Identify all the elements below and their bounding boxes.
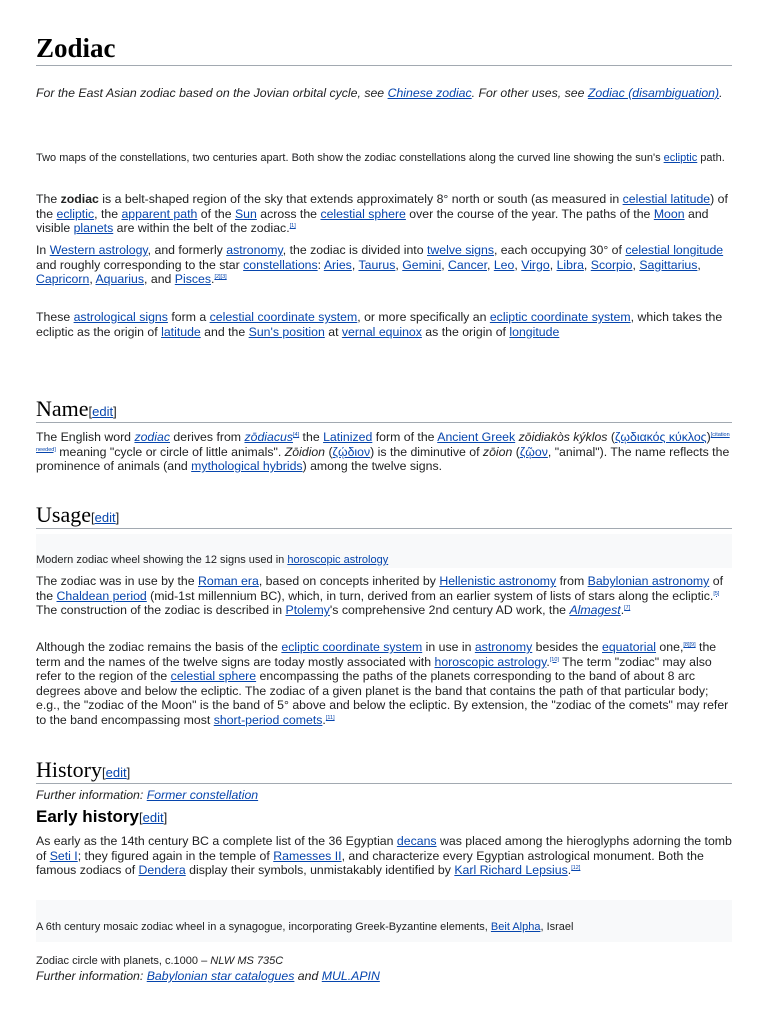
text: ) [706, 430, 711, 444]
caption-text: , Israel [540, 921, 574, 933]
text: In [36, 243, 50, 257]
usage-paragraph-1 [36, 574, 732, 618]
text: form a [167, 310, 210, 324]
text: ; they figured again in the temple of [77, 848, 274, 863]
image-caption-beit-alpha [36, 918, 732, 936]
link-apparent-path[interactable]: apparent path [121, 206, 198, 221]
name-paragraph [36, 430, 732, 474]
link-karl-richard-lepsius[interactable]: Karl Richard Lepsius [454, 863, 568, 878]
heading-text: Early history [36, 807, 139, 826]
text: The zodiac was in use by the [36, 574, 198, 588]
link-astronomy[interactable]: astronomy [474, 640, 533, 654]
hatnote [36, 86, 732, 101]
link-sign-taurus[interactable]: Taurus [358, 257, 396, 272]
link-former-constellation[interactable]: Former constellation [146, 788, 259, 802]
title-divider [36, 65, 732, 66]
text: (mid-1st millennium BC), which, in turn, derived from an earlier system of lists of stars along the ecliptic. [146, 588, 714, 603]
edit-link-history[interactable]: edit [105, 765, 127, 780]
text: encompassing the paths of the planets corresponding to the band of about 8 arc degrees above and below the ecliptic. The zodiac of a given planet is the band that contains the path of that particular body; e.g., the "zodiac of the Moon" is the band of 5° above and below the ecliptic. By extension, the "zodiac of the comets" may refer to the band encompassing most [36, 669, 729, 727]
hatnote-text: . [719, 86, 723, 100]
text: and [147, 272, 175, 287]
link-hellenistic-astronomy[interactable]: Hellenistic astronomy [439, 574, 557, 588]
link-ecliptic-coordinate-system[interactable]: ecliptic coordinate system [281, 640, 423, 654]
reference-link[interactable]: [4] [293, 431, 300, 438]
intro-paragraph-2: In Western astrology, and formerly astronomy, the zodiac is divided into twelve signs, each occupying 30° of celestial longitude and roughly corresponding to the star constellations: Aries, Taurus, Gemini, Cancer, Leo, Virgo, Libra, Scorpio, Sagittarius, Capricorn, Aquarius, and Pisces.[2][3] [36, 243, 724, 287]
text: , the zodiac is divided into [282, 243, 427, 257]
text: besides the [532, 640, 602, 654]
text: was placed among the hieroglyphs adorning the tomb of [36, 834, 732, 863]
text: . [546, 654, 550, 669]
text: As early as the 14th century BC a complete list of the 36 Egyptian [36, 834, 397, 848]
text: display their symbols, unmistakably identified by [185, 863, 455, 878]
text: form of the [372, 430, 438, 444]
page-title-block [36, 33, 732, 63]
section-heading-name [36, 396, 732, 425]
link-equatorial[interactable]: equatorial [602, 640, 657, 654]
link-ancient-greek[interactable]: Ancient Greek [437, 430, 516, 444]
text: : [317, 257, 324, 272]
heading-text: Usage [36, 502, 91, 527]
text: Although the zodiac remains the basis of the [36, 640, 282, 654]
link-zodiac[interactable]: zodiac [134, 430, 170, 444]
usage-paragraph-2 [36, 640, 732, 728]
text: . [567, 863, 572, 878]
text: . [322, 712, 326, 727]
link-sun[interactable]: Sun [234, 206, 257, 221]
caption-text: Modern zodiac wheel showing the 12 signs used in [36, 554, 288, 566]
image-caption-zodiac-circle [36, 952, 732, 970]
text: , the [94, 206, 122, 221]
text: one, [656, 640, 684, 654]
link-ramesses-ii[interactable]: Ramesses II [273, 848, 342, 863]
text: ( [607, 430, 615, 444]
link-greek-zoidion[interactable]: ζῴδιον [332, 444, 371, 459]
link-moon[interactable]: Moon [653, 206, 685, 221]
link-greek-zodiakos-kyklos[interactable]: ζῳδιακός κύκλος [614, 430, 707, 444]
reference-link[interactable]: [10] [549, 656, 559, 663]
link-planets[interactable]: planets [73, 221, 114, 236]
text: from [556, 574, 588, 588]
link-sign-libra[interactable]: Libra [556, 257, 584, 272]
text: , and characterize every Egyptian astrological monument. Both the famous zodiacs of [36, 848, 704, 878]
reference-link[interactable]: [8][9] [683, 641, 696, 648]
hatnote-text: . For other uses, see [471, 86, 588, 100]
text: These [36, 310, 74, 324]
caption-link-ecliptic[interactable]: ecliptic [663, 152, 698, 164]
text: and visible [36, 206, 709, 236]
link-sign-virgo[interactable]: Virgo [521, 257, 550, 272]
text: The [36, 192, 61, 206]
text: in use in [422, 640, 475, 654]
link-sign-aquarius[interactable]: Aquarius [95, 272, 145, 287]
text: , and formerly [147, 243, 227, 257]
link-astrological-signs[interactable]: astrological signs [73, 310, 168, 324]
text: , "animal"). The name reflects the prominence of animals (and [36, 444, 730, 474]
heading-text: Name [36, 396, 89, 421]
link-sign-sagittarius[interactable]: Sagittarius [639, 257, 698, 272]
text: , or more specifically an [357, 310, 490, 324]
link-sign-leo[interactable]: Leo [493, 257, 515, 272]
link-latitude[interactable]: latitude [161, 324, 201, 339]
link-roman-era[interactable]: Roman era [198, 574, 259, 588]
link-astronomy[interactable]: astronomy [226, 243, 283, 257]
text: The term "zodiac" may also refer to the region of the [36, 654, 712, 684]
intro-paragraph-1 [36, 192, 732, 236]
text: , each occupying 30° of [493, 243, 626, 257]
link-celestial-sphere[interactable]: celestial sphere [170, 669, 257, 684]
text: and the [200, 324, 249, 339]
text: . [620, 603, 625, 618]
link-zodiacus[interactable]: zōdiacus [244, 430, 294, 444]
link-twelve-signs[interactable]: twelve signs [426, 243, 494, 257]
image-caption-modern-wheel [36, 551, 732, 569]
edit-section: [edit] [102, 765, 131, 780]
text: across the [256, 206, 321, 221]
further-information-history [36, 788, 732, 803]
text: of the [36, 574, 724, 603]
caption-text: path. [697, 152, 725, 164]
link-ptolemy[interactable]: Ptolemy [285, 603, 330, 618]
reference-link[interactable]: [7] [624, 605, 631, 612]
link-horoscopic-astrology[interactable]: horoscopic astrology [434, 654, 547, 669]
reference-link[interactable]: [5] [713, 590, 720, 597]
reference-link[interactable]: [12] [571, 865, 581, 872]
hatnote-link-chinese-zodiac[interactable]: Chinese zodiac [387, 86, 472, 100]
text: ( [325, 444, 333, 459]
edit-section: [edit] [139, 810, 168, 825]
text: of the [197, 206, 235, 221]
citation-needed-link[interactable]: [citation needed] [36, 431, 730, 453]
text: Further information: [36, 969, 147, 983]
text: derives from [169, 430, 245, 444]
link-seti-i[interactable]: Seti I [49, 848, 78, 863]
text: , based on concepts inherited by [258, 574, 440, 588]
link-sign-aries[interactable]: Aries [323, 257, 352, 272]
link-babylonian-astronomy[interactable]: Babylonian astronomy [587, 574, 710, 588]
link-babylonian-star-catalogues[interactable]: Babylonian star catalogues [146, 969, 295, 983]
section-divider [36, 528, 732, 529]
text: . [211, 272, 215, 287]
link-greek-zoon[interactable]: ζῷον [519, 444, 548, 459]
link-almagest[interactable]: Almagest [569, 603, 621, 618]
link-dendera[interactable]: Dendera [138, 863, 186, 878]
link-sign-capricorn[interactable]: Capricorn [36, 272, 90, 287]
edit-link-usage[interactable]: edit [94, 510, 116, 525]
text: are within the belt of the zodiac. [113, 221, 290, 236]
caption-text: A 6th century mosaic zodiac wheel in a synagogue, incorporating Greek-Byzantine elements, [36, 921, 491, 933]
caption-italic: NLW MS 735C [210, 955, 284, 967]
text: at [324, 324, 342, 339]
page-title: Zodiac [36, 33, 116, 63]
section-heading-usage [36, 502, 732, 531]
subsection-heading-early-history [36, 807, 732, 828]
link-sign-gemini[interactable]: Gemini [402, 257, 442, 272]
text: ) of the [36, 192, 728, 221]
italic-term: zōion [482, 444, 513, 459]
italic-term: Zōidion [284, 444, 326, 459]
edit-section: [edit] [90, 510, 120, 525]
text: is a belt-shaped region of the sky that extends approximately 8° north or south (as measured in [98, 192, 623, 206]
text: ) is the diminutive of [370, 444, 483, 459]
further-information-babylonian [36, 969, 732, 984]
intro-paragraph-3 [36, 310, 732, 339]
link-constellations[interactable]: constellations [243, 257, 318, 272]
hatnote-link-disambiguation[interactable]: Zodiac (disambiguation) [587, 86, 720, 100]
section-divider [36, 783, 732, 784]
text: The English word [36, 430, 135, 444]
link-ecliptic-coordinate-system[interactable]: ecliptic coordinate system [489, 310, 631, 324]
link-mul-apin[interactable]: MUL.APIN [321, 969, 380, 983]
link-western-astrology[interactable]: Western astrology [49, 243, 148, 257]
link-suns-position[interactable]: Sun's position [248, 324, 325, 339]
link-vernal-equinox[interactable]: vernal equinox [341, 324, 422, 339]
text: meaning "cycle or circle of little animals". [55, 444, 285, 459]
link-sign-scorpio[interactable]: Scorpio [590, 257, 633, 272]
early-history-paragraph [36, 834, 732, 878]
link-sign-cancer[interactable]: Cancer [448, 257, 487, 272]
link-short-period-comets[interactable]: short-period comets [213, 712, 323, 727]
text: and [294, 969, 322, 983]
link-celestial-latitude[interactable]: celestial latitude [622, 192, 711, 206]
caption-link-horoscopic-astrology[interactable]: horoscopic astrology [287, 554, 389, 566]
caption-text: Zodiac circle with planets, c.1000 – [36, 955, 211, 967]
hatnote-text: For the East Asian zodiac based on the Jovian orbital cycle, see [36, 86, 388, 100]
reference-link[interactable]: [1] [289, 223, 296, 230]
link-sign-pisces[interactable]: Pisces [174, 272, 212, 287]
text: the [299, 430, 324, 444]
link-celestial-sphere[interactable]: celestial sphere [320, 206, 406, 221]
heading-text: History [36, 757, 102, 782]
edit-link-name[interactable]: edit [92, 404, 114, 419]
caption-text: Two maps of the constellations, two centuries apart. Both show the zodiac constellations along the curved line showing the sun's [36, 152, 664, 164]
link-mythological-hybrids[interactable]: mythological hybrids [191, 459, 303, 474]
link-ecliptic[interactable]: ecliptic [56, 206, 95, 221]
text: and roughly corresponding to the star [36, 257, 244, 272]
text: 's comprehensive 2nd century AD work, the [329, 603, 570, 618]
text: over the course of the year. The paths of the [405, 206, 654, 221]
caption-link-beit-alpha[interactable]: Beit Alpha [490, 921, 541, 933]
link-celestial-coordinate-system[interactable]: celestial coordinate system [209, 310, 358, 324]
text: Further information: [36, 788, 147, 802]
text: The construction of the zodiac is described in [36, 603, 286, 618]
image-caption-maps [36, 149, 732, 167]
italic-term: zōidiakòs kýklos [518, 430, 608, 444]
link-latinized[interactable]: Latinized [323, 430, 373, 444]
text: , which takes the ecliptic as the origin of [36, 310, 723, 339]
link-celestial-longitude[interactable]: celestial longitude [625, 243, 724, 257]
section-divider [36, 422, 732, 423]
link-chaldean-period[interactable]: Chaldean period [56, 588, 147, 603]
text: ( [512, 444, 520, 459]
bold-term: zodiac [60, 192, 99, 206]
text: ) among the twelve signs. [302, 459, 443, 474]
text: the term and the names of the twelve signs are today mostly associated with [36, 640, 717, 669]
text: as the origin of [421, 324, 510, 339]
edit-link-early-history[interactable]: edit [142, 810, 164, 825]
link-longitude[interactable]: longitude [509, 324, 560, 339]
link-decans[interactable]: decans [396, 834, 437, 848]
edit-section: [edit] [88, 404, 117, 419]
reference-link[interactable]: [2][3] [214, 274, 227, 281]
reference-link[interactable]: [11] [325, 714, 335, 721]
section-heading-history [36, 757, 732, 786]
